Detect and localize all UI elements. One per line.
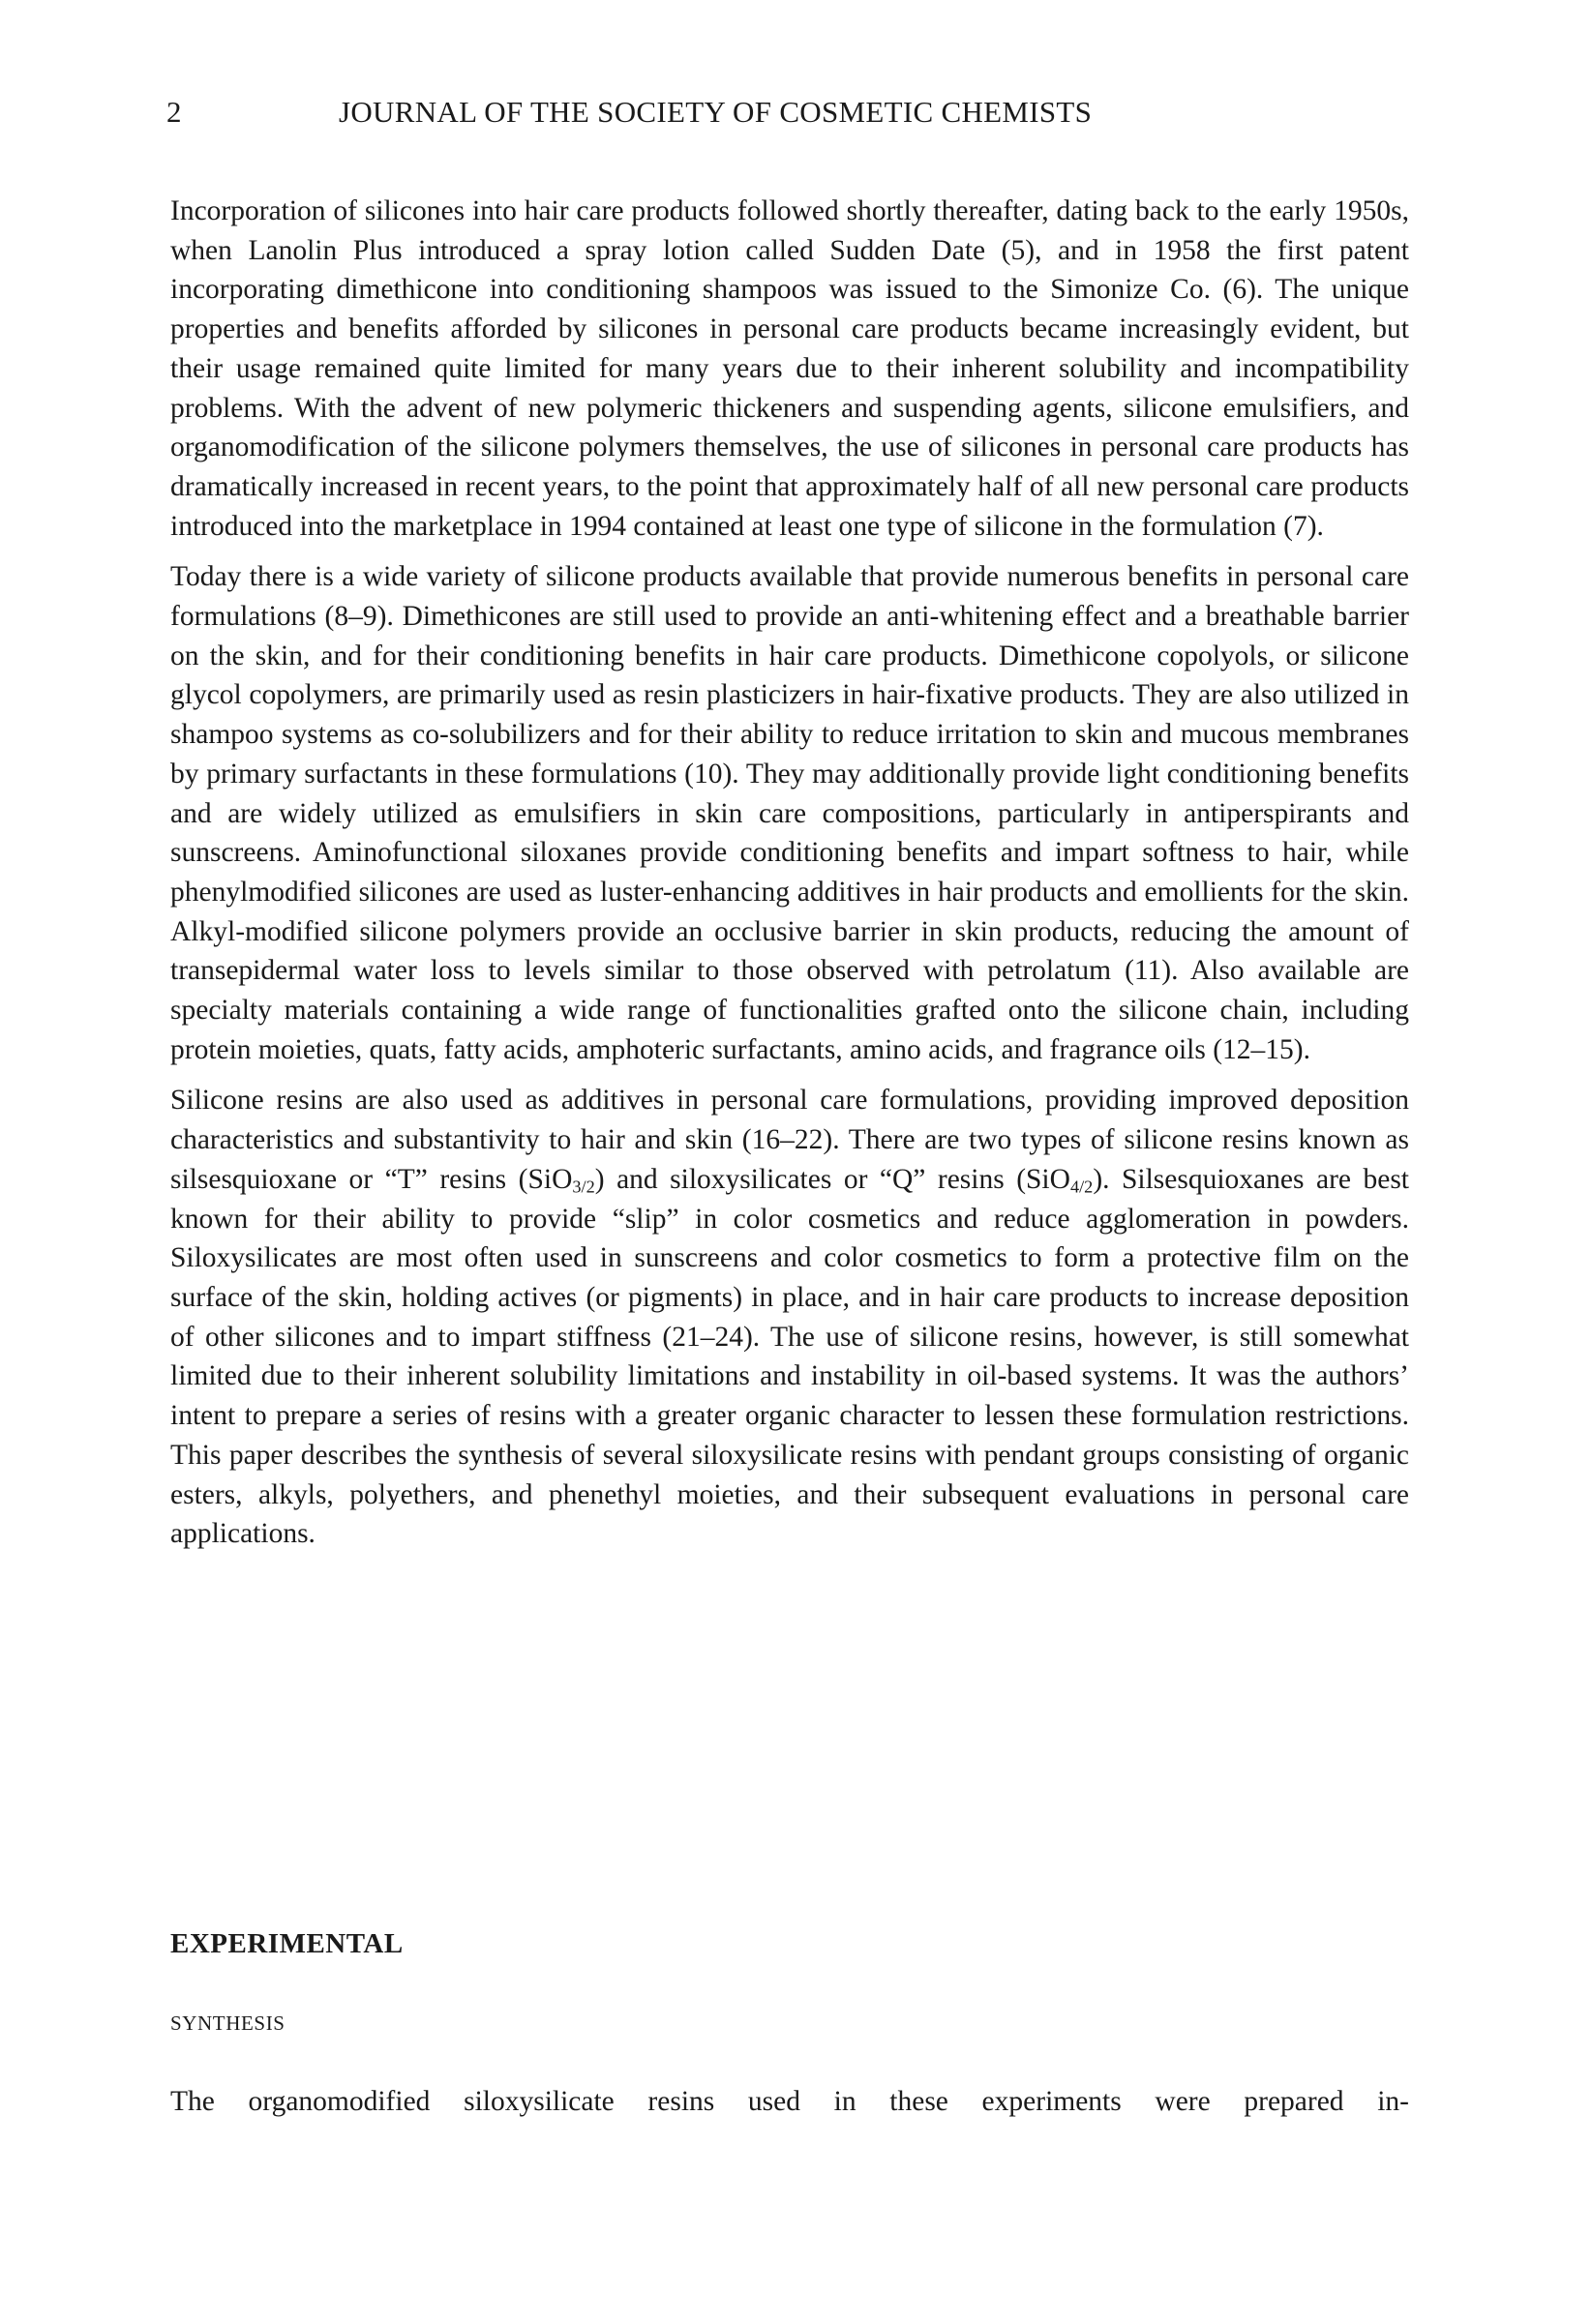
paragraph-synthesis-start: The organomodified siloxysilicate resins used in these experiments were prepared in- bbox=[170, 2086, 1409, 2117]
resins-text-part2: ) and siloxysilicates or “Q” resins (SiO bbox=[594, 1163, 1070, 1195]
subsection-heading-synthesis: SYNTHESIS bbox=[170, 2011, 285, 2035]
formula-subscript-t: 3/2 bbox=[572, 1177, 595, 1197]
section-heading-experimental: EXPERIMENTAL bbox=[170, 1928, 404, 1959]
resins-text-part3: ). Silsesquioxanes are best known for their ability to provide “slip” in color cosmetics and reduce agglomeration in powders. Siloxysilicates are most often used in sunscreens and color cosmetics to form a protective film on the surface of the skin, holding actives (or pigments) in place, and in hair care products to increase deposition of other silicones and to impart stiffness (21–24). The use of silicone resins, however, is still somewhat limited due to their inherent solubility limitations and instability in oil-based systems. It was the authors’ intent to prepare a series of resins with a greater organic character to lessen these formulation restrictions. This paper describes the synthesis of several siloxysilicate resins with pendant groups consisting of organic esters, alkyls, polyethers, and phenethyl moieties, and their subsequent evaluations in personal care applications. bbox=[170, 1163, 1409, 1550]
paragraph-silicone-products: Today there is a wide variety of silicone products available that provide numerous benefits in personal care formulations (8–9). Dimethicones are still used to provide an anti-whitening effect and a breathable barrier on the skin, and for their conditioning benefits in hair care products. Dimethicone copolyols, or silicone glycol copolymers, are primarily used as resin plasticizers in hair-fixative products. They are also utilized in shampoo systems as co-solubilizers and for their ability to reduce irritation to skin and mucous membranes by primary surfactants in these formulations (10). They may additionally provide light conditioning benefits and are widely utilized as emulsifiers in skin care compositions, particularly in antiperspirants and sunscreens. Aminofunctional siloxanes provide conditioning benefits and impart softness to hair, while phenylmodified silicones are used as luster-enhancing additives in hair products and emollients for the skin. Alkyl-modified silicone polymers provide an occlusive barrier in skin products, reducing the amount of transepidermal water loss to levels similar to those observed with petrolatum (11). Also available are specialty materials containing a wide range of functionalities grafted onto the silicone chain, including protein moieties, quats, fatty acids, amphoteric surfactants, amino acids, and fragrance oils (12–15). bbox=[170, 561, 1409, 1065]
running-head: JOURNAL OF THE SOCIETY OF COSMETIC CHEMISTS bbox=[339, 95, 1093, 129]
paragraph-silicone-resins bbox=[170, 1081, 1409, 1553]
paragraph-silicone-history: Incorporation of silicones into hair care products followed shortly thereafter, dating back to the early 1950s, when Lanolin Plus introduced a spray lotion called Sudden Date (5), and in 1958 the first patent incorporating dimethicone into conditioning shampoos was issued to the Simonize Co. (6). The unique properties and benefits afforded by silicones in personal care products became increasingly evident, but their usage remained quite limited for many years due to their inherent solubility and incompatibility problems. With the advent of new polymeric thickeners and suspending agents, silicone emulsifiers, and organomodification of the silicone polymers themselves, the use of silicones in personal care products has dramatically increased in recent years, to the point that approximately half of all new personal care products introduced into the marketplace in 1994 contained at least one type of silicone in the formulation (7). bbox=[170, 195, 1409, 542]
page-number: 2 bbox=[166, 95, 182, 129]
body-text bbox=[170, 192, 1409, 1565]
resins-text-part1: Silicone resins are also used as additives in personal care formulations, providing improved deposition characteristics and substantivity to hair and skin (16–22). There are two types of silicone resins known as silsesquioxane or “T” resins (SiO bbox=[170, 1085, 1409, 1195]
formula-subscript-q: 4/2 bbox=[1069, 1177, 1094, 1197]
